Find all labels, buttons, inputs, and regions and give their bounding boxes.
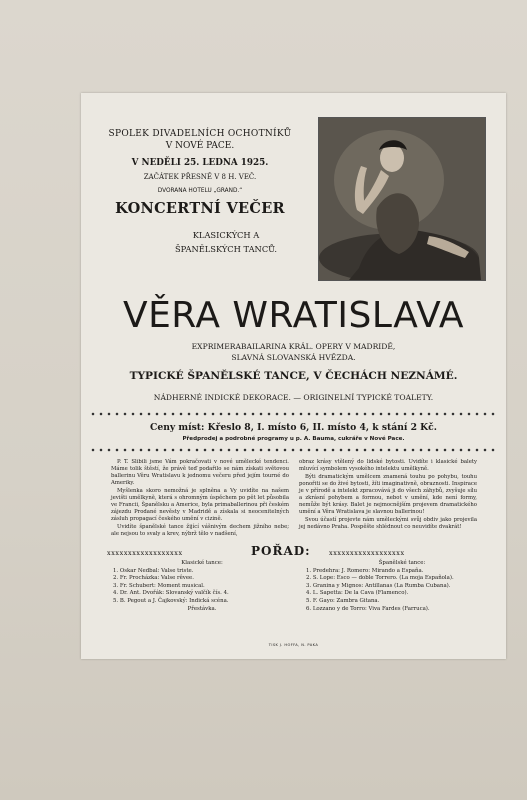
- paragraph: Býti dramatickým umělcem znamená touhu po pohybu, touhu ponořiti se do živé bytosti, žíti imaginativně, obraznosti. Inspirace je v přírodě a intelekt zpracovává ji do všech záhybů, zvyšuje sílu a zkrásní pohybem a formou, nebot v umění, kde není formy, nemůže být krásy. Balet je nejmocnějším projevem dramatického umění a Věra Wratislava je slavnou ballerinou!: [299, 474, 477, 515]
- program-item: 3. Granina y Mignos: Antillanas (La Rumba Cubana).: [306, 582, 451, 589]
- dance-headline: TYPICKÉ ŠPANĚLSKÉ TANCE, V ČECHÁCH NEZNÁMÉ.: [129, 370, 458, 382]
- event-title: KONCERTNÍ VEČER: [115, 200, 285, 217]
- event-subtitle-2: ŠPANĚLSKÝCH TANCŮ.: [174, 244, 278, 254]
- start-time: ZAČÁTEK PŘESNĚ V 8 H. VEČ.: [143, 173, 257, 181]
- program-spanish: [306, 560, 498, 613]
- presale-info: Předprodej a podrobné programy u p. A. Bauma, cukráře v Nové Pace.: [182, 436, 405, 442]
- society-town: V NOVÉ PACE.: [165, 141, 235, 151]
- ornament-rule: [89, 411, 498, 417]
- cross-ornament-right: xxxxxxxxxxxxxxxxxx: [329, 549, 405, 557]
- spanish-heading: Španělské tance:: [378, 560, 426, 566]
- program-item: 4. L. Sapetta: De la Cava (Flamenco).: [306, 590, 409, 597]
- dancer-photo: [318, 117, 486, 281]
- intermission: Přestávka.: [187, 605, 217, 612]
- dancer-figure: [319, 118, 485, 280]
- concert-poster: [81, 93, 506, 659]
- paragraph: Uvidíte španělské tance žijící vášnivým dechem jižního nebe; ale nejsou to svaly a krev, nýbrž tělo v nadšení,: [111, 524, 289, 537]
- paragraph: Myšlenka skoro nemožná je splněna a Vy uvidíte na našem jevišti umělkyně, která s ohromným úspěchem po pět let působila ve Francii, Španělsku a Americe, byla primaballerinou při českém zájezdu Prodané nevěsty v Madridě a získala si neocenitelných zásluh propagací českého umění v cizině.: [111, 488, 289, 522]
- printer-mark: TISK J. HOFFA, N. PAKA: [268, 643, 319, 647]
- program-item: 4. Dr. Ant. Dvořák: Slovanský valčík čís. 4.: [113, 590, 229, 597]
- ticket-prices: Ceny míst: Křeslo 8, I. místo 6, II. místo 4, k stání 2 Kč.: [150, 422, 437, 433]
- program-classical: [113, 560, 291, 613]
- performer-role: EXPRIMERABAILARINA KRÁL. OPERY V MADRIDĚ,: [191, 342, 396, 351]
- paragraph: Svou účastí projevte nám uměleckými svůj obdiv jako projevila jej nedávno Praha. Pospěšte shlédnout co neuvidíte dvakrát!: [299, 517, 477, 530]
- text-column-left: [111, 459, 289, 539]
- program-item: 1. Predehra: J. Romero: Mirando a España.: [306, 567, 424, 574]
- performer-fame: SLAVNÁ SLOVANSKÁ HVĚZDA.: [231, 353, 356, 362]
- paragraph: P. T. Slibili jsme Vám pokračovati v nové umělecké tendenci. Máme tolik štěstí, že právě teď podařilo se nám získati světovou ballerinu Věru Wratislavu k jednomu večeru před jejím tourné do Ameriky.: [111, 459, 289, 486]
- program-item: 2. Fr. Procházka: Valse rêvee.: [113, 575, 194, 582]
- decoration-line: NÁDHERNÉ INDICKÉ DEKORACE. — ORIGINELNÍ TYPICKÉ TOALETY.: [153, 393, 434, 402]
- program-item: 3. Fr. Schubert: Moment musical.: [113, 582, 205, 589]
- paragraph: obraz krásy vtělený do lidské bytosti. Uvidíte i klasické balety mluvící symbolem vysokého intelektu umělkyně.: [299, 459, 477, 472]
- cross-ornament-left: xxxxxxxxxxxxxxxxxx: [107, 549, 183, 557]
- venue: DVORANA HOTELU „GRAND.“: [157, 188, 243, 194]
- society-name: SPOLEK DIVADELNÍCH OCHOTNÍKŮ: [108, 129, 292, 139]
- event-subtitle-1: KLASICKÝCH A: [192, 230, 260, 240]
- event-date: V NEDĚLI 25. LEDNA 1925.: [131, 158, 269, 168]
- program-title: POŘAD:: [251, 544, 311, 558]
- classical-heading: Klasické tance:: [181, 560, 223, 566]
- program-item: 6. Lozzano y de Torro: Viva Fardes (Farruca).: [306, 605, 430, 612]
- program-item: 5. B. Pegout a J. Čajkovský: Indická scéna.: [113, 597, 229, 604]
- program-item: 1. Oskar Nedbal: Valse triste.: [113, 567, 194, 574]
- program-item: 2. S. Lope: Esco — doble Torrero. (La moja Española).: [306, 575, 454, 582]
- program-item: 5. F. Gayo: Zambra Gitana.: [306, 597, 380, 604]
- text-column-right: [299, 459, 477, 532]
- ornament-rule: [89, 447, 498, 453]
- performer-name: VĚRA WRATISLAVA: [122, 295, 465, 336]
